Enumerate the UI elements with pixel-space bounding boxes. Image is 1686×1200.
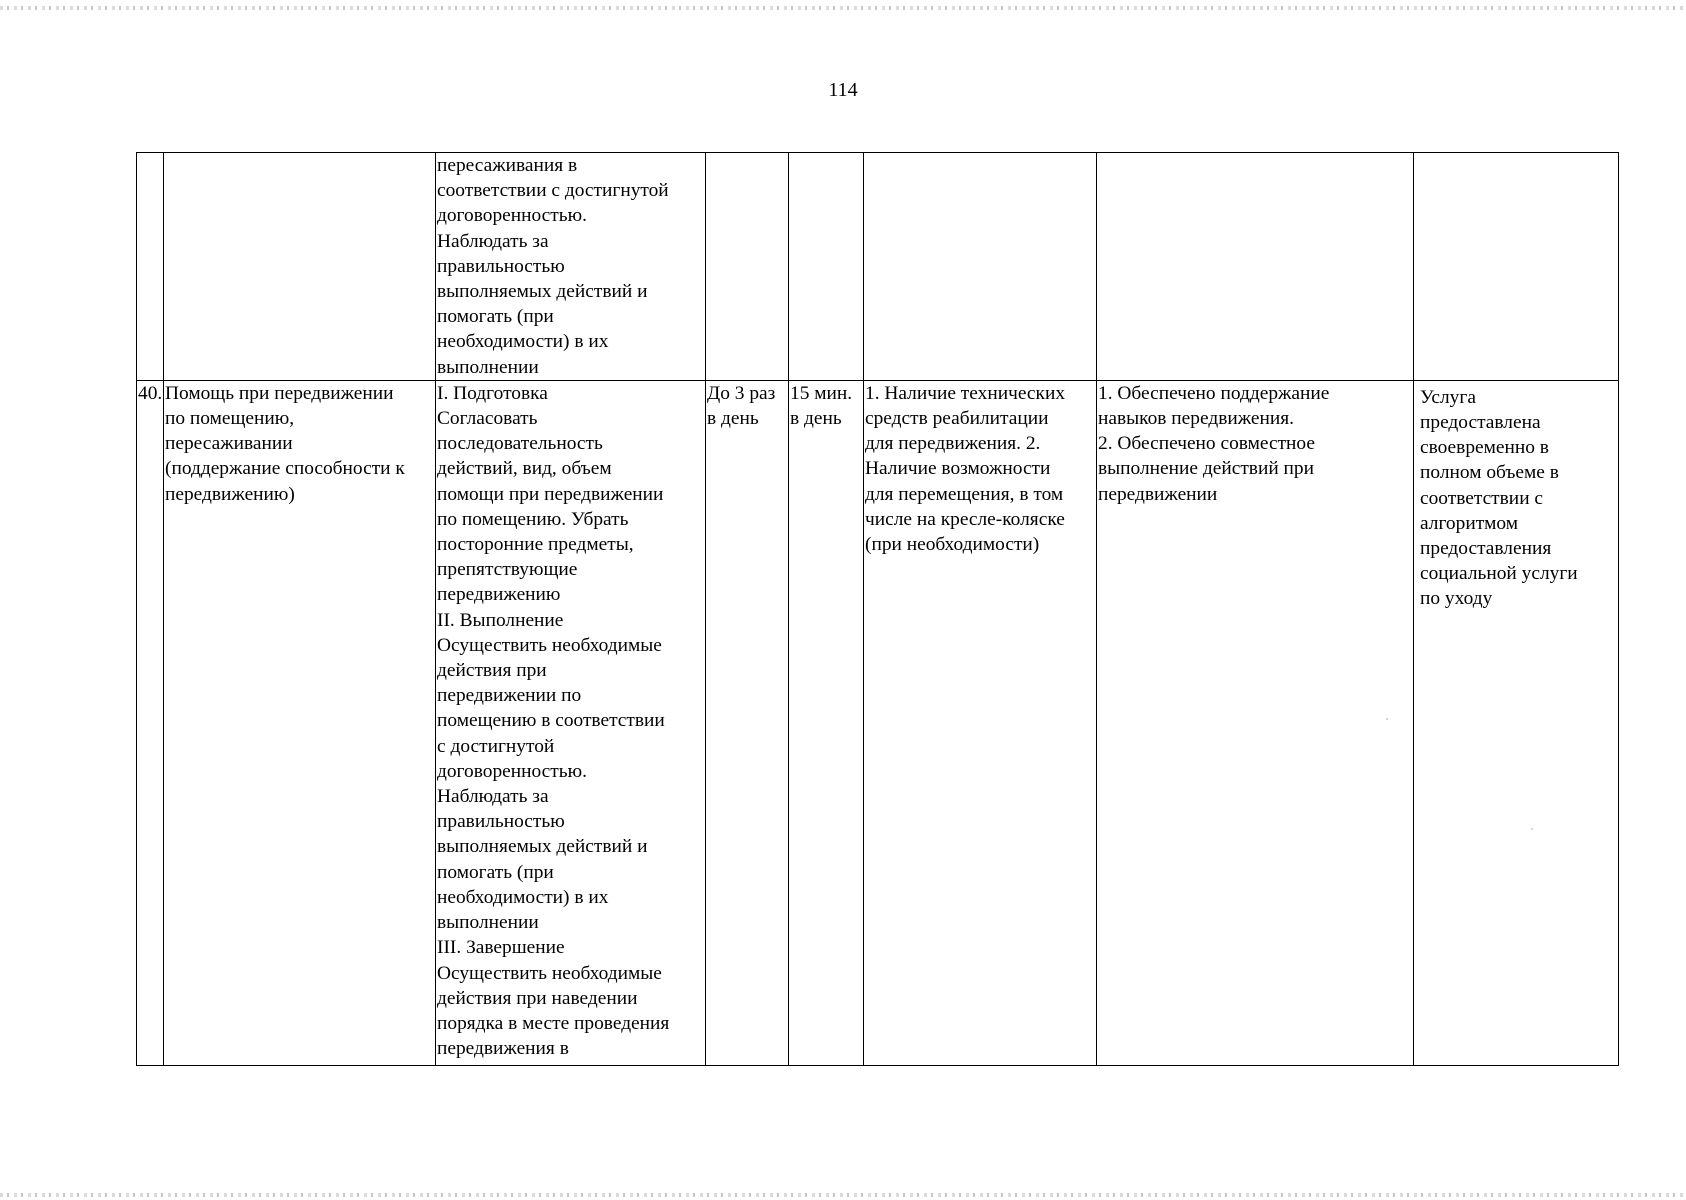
assessment-line: своевременно в	[1420, 437, 1549, 459]
conditions-line: Наличие возможности	[865, 458, 1051, 480]
procedure-line: договоренностью.	[437, 205, 587, 227]
procedure-line: помогать (при	[437, 306, 554, 328]
cell-frequency	[706, 153, 789, 381]
scan-speck	[1531, 828, 1533, 830]
assessment-line: предоставлена	[1420, 412, 1541, 434]
procedure-line: Согласовать	[437, 408, 538, 430]
service-line: по помещению,	[165, 408, 295, 430]
procedure-line: необходимости) в их	[437, 331, 609, 353]
conditions-line: средств реабилитации	[865, 408, 1049, 430]
cell-assessment	[1414, 153, 1619, 381]
procedure-line: III. Завершение	[437, 937, 565, 959]
cell-service-name	[164, 153, 436, 381]
cell-assessment	[1414, 380, 1619, 1065]
procedure-line: правильностью	[437, 255, 565, 277]
service-line: передвижению)	[165, 483, 295, 505]
procedure-line: действия при	[437, 660, 547, 682]
conditions-line: для передвижения. 2.	[865, 433, 1041, 455]
cell-duration	[789, 380, 864, 1065]
page-number: 114	[828, 79, 858, 101]
procedure-line: помещению в соответствии	[437, 710, 665, 732]
cell-conditions	[864, 380, 1097, 1065]
procedure-line: выполнении	[437, 912, 539, 934]
conditions-line: для перемещения, в том	[865, 483, 1064, 505]
cell-number	[137, 153, 164, 381]
service-line: Помощь при передвижении	[165, 382, 394, 404]
cell-number	[137, 380, 164, 1065]
cell-frequency	[706, 380, 789, 1065]
service-line: (поддержание способности к	[165, 458, 405, 480]
procedure-line: II. Выполнение	[437, 609, 564, 631]
conditions-line: числе на кресле-коляске	[865, 508, 1065, 530]
assessment-line: по уходу	[1420, 588, 1493, 610]
frequency-line: в день	[707, 408, 759, 430]
cell-procedure	[436, 380, 706, 1065]
procedure-line: последовательность	[437, 433, 603, 455]
procedure-line: по помещению. Убрать	[437, 508, 629, 530]
row-number: 40.	[138, 382, 163, 404]
procedure-line: I. Подготовка	[437, 382, 548, 404]
cell-duration	[789, 153, 864, 381]
procedure-line: передвижения в	[437, 1038, 569, 1060]
procedure-line: передвижению	[437, 584, 561, 606]
duration-line: 15 мин.	[790, 382, 853, 404]
cell-service-name	[164, 380, 436, 1065]
procedure-line: посторонние предметы,	[437, 534, 634, 556]
assessment-line: Услуга	[1420, 386, 1476, 408]
results-line: выполнение действий при	[1098, 458, 1315, 480]
duration-line: в день	[790, 408, 842, 430]
procedure-line: Наблюдать за	[437, 786, 549, 808]
assessment-line: алгоритмом	[1420, 512, 1519, 534]
table-row-40	[137, 380, 1619, 1065]
procedure-line: помощи при передвижении	[437, 483, 664, 505]
procedure-line: пересаживания в	[437, 155, 578, 176]
procedure-line: порядка в месте проведения	[437, 1012, 670, 1034]
procedure-line: передвижении по	[437, 685, 582, 707]
results-line: передвижении	[1098, 483, 1218, 505]
procedure-line: договоренностью.	[437, 760, 587, 782]
assessment-line: соответствии с	[1420, 487, 1544, 509]
conditions-line: (при необходимости)	[865, 534, 1040, 556]
service-line: пересаживании	[165, 433, 293, 455]
assessment-line: предоставления	[1420, 538, 1552, 560]
procedure-line: Осуществить необходимые	[437, 962, 662, 984]
procedure-line: выполняемых действий и	[437, 836, 648, 858]
cell-results	[1097, 380, 1414, 1065]
procedure-line: выполнении	[437, 356, 539, 378]
cell-conditions	[864, 153, 1097, 381]
procedure-line: выполняемых действий и	[437, 281, 648, 303]
scan-edge-top	[0, 6, 1686, 10]
procedure-line: действий, вид, объем	[437, 458, 612, 480]
scan-edge-bottom	[0, 1193, 1686, 1197]
services-table	[136, 152, 1619, 1066]
procedure-line: помогать (при	[437, 861, 554, 883]
assessment-line: полном объеме в	[1420, 462, 1559, 484]
procedure-line: с достигнутой	[437, 735, 555, 757]
scan-speck	[1386, 718, 1388, 720]
cell-results	[1097, 153, 1414, 381]
results-line: 1. Обеспечено поддержание	[1098, 382, 1330, 404]
procedure-line: соответствии с достигнутой	[437, 180, 669, 202]
results-line: 2. Обеспечено совместное	[1098, 433, 1315, 455]
results-line: навыков передвижения.	[1098, 408, 1294, 430]
procedure-line: Осуществить необходимые	[437, 634, 662, 656]
frequency-line: До 3 раз	[707, 382, 776, 404]
procedure-line: правильностью	[437, 811, 565, 833]
procedure-line: препятствующие	[437, 559, 578, 581]
procedure-line: необходимости) в их	[437, 886, 609, 908]
cell-procedure	[436, 153, 706, 381]
assessment-line: социальной услуги	[1420, 563, 1578, 585]
procedure-line: действия при наведении	[437, 987, 638, 1009]
procedure-line: Наблюдать за	[437, 230, 549, 252]
table-row-continuation	[137, 153, 1619, 381]
conditions-line: 1. Наличие технических	[865, 382, 1066, 404]
